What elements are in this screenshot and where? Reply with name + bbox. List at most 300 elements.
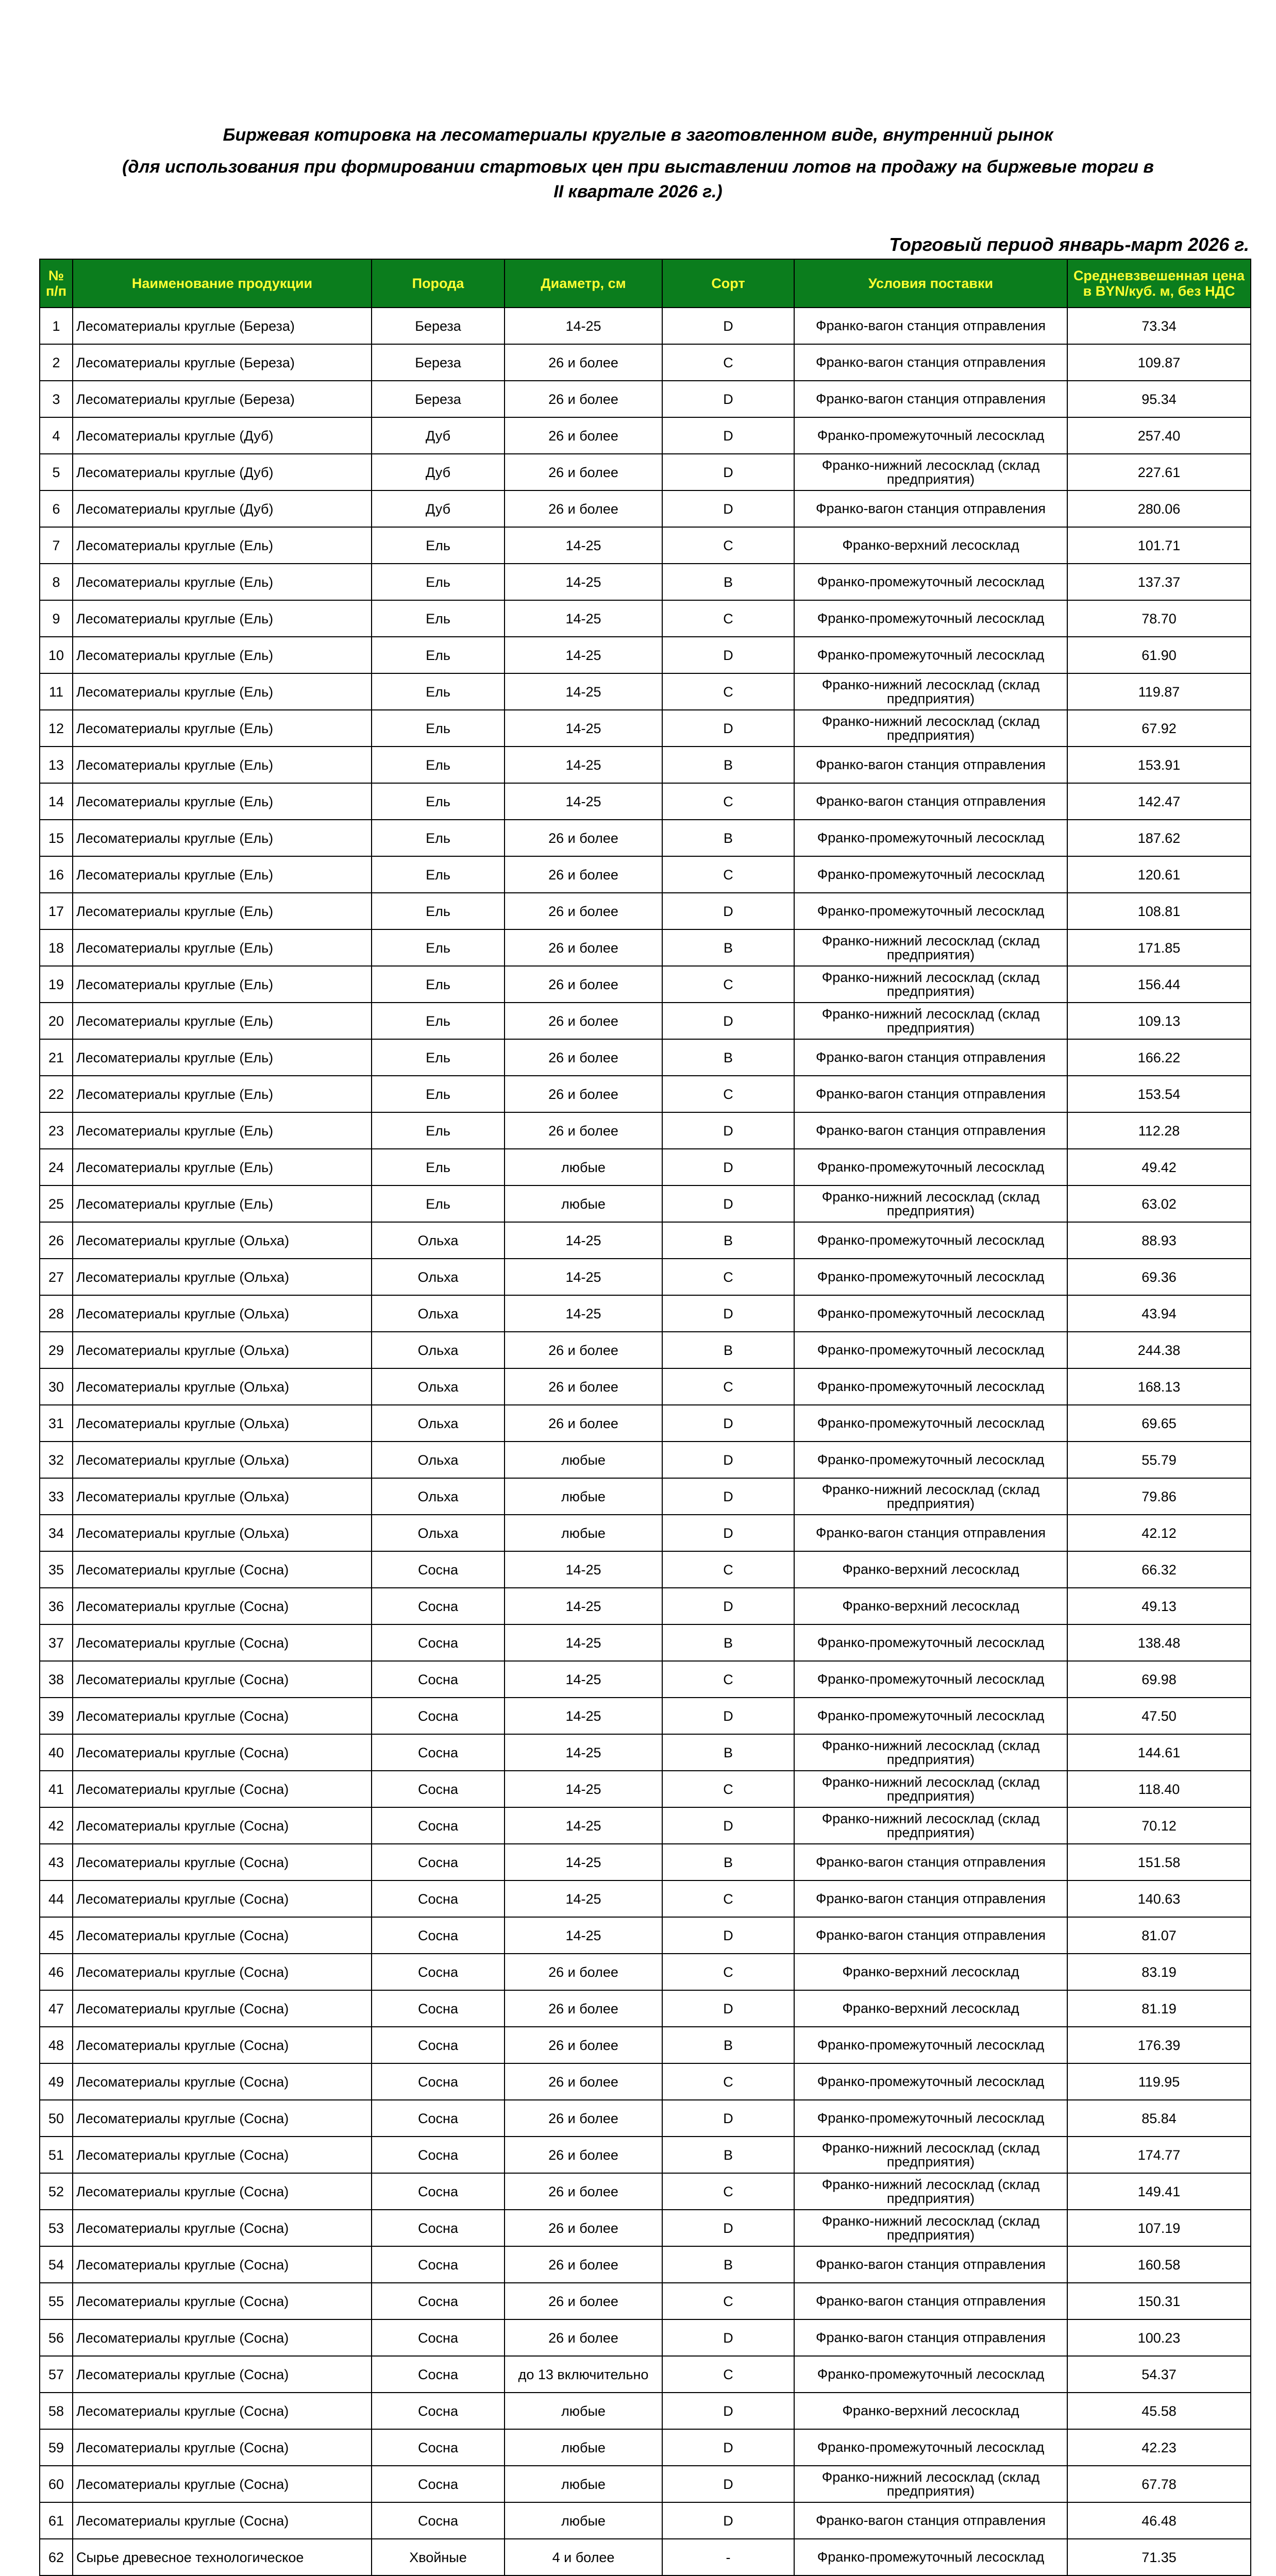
table-row xyxy=(40,1588,1251,1624)
species-cell: Ольха xyxy=(372,1478,505,1515)
row-number-cell: 57 xyxy=(40,2356,73,2393)
diameter-cell: 14-25 xyxy=(505,1880,662,1917)
table-row xyxy=(40,783,1251,820)
price-cell: 54.37 xyxy=(1067,2356,1251,2393)
row-number-cell: 30 xyxy=(40,1368,73,1405)
delivery-terms-cell: Франко-промежуточный лесосклад xyxy=(794,1368,1067,1405)
column-header-price: Средневзвешенная цена в BYN/куб. м, без НДС xyxy=(1067,259,1251,308)
delivery-terms-cell: Франко-вагон станция отправления xyxy=(794,747,1067,783)
table-row xyxy=(40,2283,1251,2319)
delivery-terms-cell: Франко-вагон станция отправления xyxy=(794,1880,1067,1917)
delivery-terms-cell: Франко-вагон станция отправления xyxy=(794,1917,1067,1954)
delivery-terms-cell: Франко-вагон станция отправления xyxy=(794,381,1067,417)
price-cell: 42.23 xyxy=(1067,2429,1251,2466)
delivery-terms-cell: Франко-нижний лесосклад (склад предприятия) xyxy=(794,1734,1067,1771)
species-cell: Ель xyxy=(372,637,505,673)
diameter-cell: 26 и более xyxy=(505,1405,662,1442)
diameter-cell: 14-25 xyxy=(505,1844,662,1880)
table-row xyxy=(40,1844,1251,1880)
delivery-terms-cell: Франко-верхний лесосклад xyxy=(794,1551,1067,1588)
delivery-terms-cell: Франко-нижний лесосклад (склад предприятия) xyxy=(794,1185,1067,1222)
species-cell: Сосна xyxy=(372,2429,505,2466)
delivery-terms-cell: Франко-вагон станция отправления xyxy=(794,1076,1067,1112)
diameter-cell: 14-25 xyxy=(505,1588,662,1624)
diameter-cell: 26 и более xyxy=(505,2283,662,2319)
diameter-cell: 26 и более xyxy=(505,454,662,490)
delivery-terms-cell: Франко-верхний лесосклад xyxy=(794,527,1067,564)
grade-cell: C xyxy=(662,1880,794,1917)
grade-cell: D xyxy=(662,2429,794,2466)
row-number-cell: 40 xyxy=(40,1734,73,1771)
product-name-cell: Лесоматериалы круглые (Ель) xyxy=(73,1185,372,1222)
price-cell: 100.23 xyxy=(1067,2319,1251,2356)
row-number-cell: 16 xyxy=(40,856,73,893)
delivery-terms-cell: Франко-вагон станция отправления xyxy=(794,308,1067,344)
row-number-cell: 47 xyxy=(40,1990,73,2027)
table-row xyxy=(40,1076,1251,1112)
delivery-terms-cell: Франко-промежуточный лесосклад xyxy=(794,2027,1067,2063)
product-name-cell: Лесоматериалы круглые (Ольха) xyxy=(73,1405,372,1442)
table-row xyxy=(40,2173,1251,2210)
row-number-cell: 11 xyxy=(40,673,73,710)
document-title: Биржевая котировка на лесоматериалы круглые в заготовленном виде, внутренний рынок xyxy=(223,125,1053,145)
product-name-cell: Лесоматериалы круглые (Сосна) xyxy=(73,1734,372,1771)
price-cell: 70.12 xyxy=(1067,1807,1251,1844)
row-number-cell: 45 xyxy=(40,1917,73,1954)
product-name-cell: Лесоматериалы круглые (Ель) xyxy=(73,747,372,783)
price-cell: 137.37 xyxy=(1067,564,1251,600)
grade-cell: C xyxy=(662,2356,794,2393)
species-cell: Сосна xyxy=(372,2173,505,2210)
document-subtitle xyxy=(62,155,1214,204)
product-name-cell: Лесоматериалы круглые (Ель) xyxy=(73,856,372,893)
delivery-terms-cell: Франко-вагон станция отправления xyxy=(794,490,1067,527)
grade-cell: B xyxy=(662,1222,794,1259)
row-number-cell: 52 xyxy=(40,2173,73,2210)
species-cell: Ель xyxy=(372,1112,505,1149)
delivery-terms-cell: Франко-промежуточный лесосклад xyxy=(794,2063,1067,2100)
diameter-cell: 14-25 xyxy=(505,637,662,673)
product-name-cell: Лесоматериалы круглые (Сосна) xyxy=(73,2027,372,2063)
grade-cell: D xyxy=(662,893,794,929)
grade-cell: C xyxy=(662,966,794,1003)
delivery-terms-cell: Франко-промежуточный лесосклад xyxy=(794,1698,1067,1734)
price-cell: 244.38 xyxy=(1067,1332,1251,1368)
grade-cell: D xyxy=(662,454,794,490)
species-cell: Сосна xyxy=(372,1588,505,1624)
product-name-cell: Лесоматериалы круглые (Ольха) xyxy=(73,1332,372,1368)
row-number-cell: 44 xyxy=(40,1880,73,1917)
row-number-cell: 60 xyxy=(40,2466,73,2502)
diameter-cell: 26 и более xyxy=(505,417,662,454)
delivery-terms-cell: Франко-нижний лесосклад (склад предприятия) xyxy=(794,2466,1067,2502)
table-row xyxy=(40,344,1251,381)
delivery-terms-cell: Франко-нижний лесосклад (склад предприятия) xyxy=(794,929,1067,966)
diameter-cell: 26 и более xyxy=(505,2100,662,2137)
product-name-cell: Лесоматериалы круглые (Сосна) xyxy=(73,2137,372,2173)
price-cell: 187.62 xyxy=(1067,820,1251,856)
grade-cell: C xyxy=(662,527,794,564)
species-cell: Сосна xyxy=(372,2246,505,2283)
grade-cell: B xyxy=(662,1624,794,1661)
table-row xyxy=(40,1551,1251,1588)
delivery-terms-cell: Франко-промежуточный лесосклад xyxy=(794,2429,1067,2466)
diameter-cell: 14-25 xyxy=(505,1807,662,1844)
row-number-cell: 43 xyxy=(40,1844,73,1880)
table-row xyxy=(40,2063,1251,2100)
grade-cell: D xyxy=(662,381,794,417)
price-cell: 49.42 xyxy=(1067,1149,1251,1185)
table-row xyxy=(40,1990,1251,2027)
grade-cell: C xyxy=(662,2283,794,2319)
product-name-cell: Лесоматериалы круглые (Ольха) xyxy=(73,1368,372,1405)
row-number-cell: 22 xyxy=(40,1076,73,1112)
grade-cell: C xyxy=(662,1954,794,1990)
grade-cell: D xyxy=(662,1917,794,1954)
diameter-cell: 14-25 xyxy=(505,527,662,564)
table-row xyxy=(40,490,1251,527)
price-cell: 69.65 xyxy=(1067,1405,1251,1442)
table-row xyxy=(40,929,1251,966)
price-cell: 81.07 xyxy=(1067,1917,1251,1954)
price-cell: 140.63 xyxy=(1067,1880,1251,1917)
species-cell: Сосна xyxy=(372,2210,505,2246)
product-name-cell: Лесоматериалы круглые (Ель) xyxy=(73,637,372,673)
product-name-cell: Лесоматериалы круглые (Сосна) xyxy=(73,2319,372,2356)
species-cell: Сосна xyxy=(372,2283,505,2319)
diameter-cell: любые xyxy=(505,2466,662,2502)
delivery-terms-cell: Франко-нижний лесосклад (склад предприятия) xyxy=(794,710,1067,747)
column-header-product: Наименование продукции xyxy=(73,259,372,308)
row-number-cell: 55 xyxy=(40,2283,73,2319)
grade-cell: C xyxy=(662,673,794,710)
price-cell: 69.36 xyxy=(1067,1259,1251,1295)
diameter-cell: 26 и более xyxy=(505,856,662,893)
diameter-cell: 26 и более xyxy=(505,490,662,527)
table-row xyxy=(40,600,1251,637)
table-row xyxy=(40,2539,1251,2575)
delivery-terms-cell: Франко-промежуточный лесосклад xyxy=(794,1442,1067,1478)
grade-cell: B xyxy=(662,1332,794,1368)
species-cell: Сосна xyxy=(372,1917,505,1954)
grade-cell: D xyxy=(662,490,794,527)
grade-cell: B xyxy=(662,2027,794,2063)
diameter-cell: любые xyxy=(505,1149,662,1185)
species-cell: Сосна xyxy=(372,1990,505,2027)
diameter-cell: 26 и более xyxy=(505,2210,662,2246)
price-cell: 168.13 xyxy=(1067,1368,1251,1405)
species-cell: Ольха xyxy=(372,1222,505,1259)
price-cell: 79.86 xyxy=(1067,1478,1251,1515)
grade-cell: D xyxy=(662,1405,794,1442)
row-number-cell: 25 xyxy=(40,1185,73,1222)
species-cell: Сосна xyxy=(372,1734,505,1771)
price-cell: 108.81 xyxy=(1067,893,1251,929)
diameter-cell: до 13 включительно xyxy=(505,2356,662,2393)
diameter-cell: 14-25 xyxy=(505,1698,662,1734)
grade-cell: C xyxy=(662,344,794,381)
table-row xyxy=(40,1149,1251,1185)
table-row xyxy=(40,1112,1251,1149)
price-cell: 109.13 xyxy=(1067,1003,1251,1039)
grade-cell: D xyxy=(662,637,794,673)
delivery-terms-cell: Франко-промежуточный лесосклад xyxy=(794,856,1067,893)
species-cell: Ель xyxy=(372,600,505,637)
product-name-cell: Лесоматериалы круглые (Ель) xyxy=(73,527,372,564)
grade-cell: C xyxy=(662,2063,794,2100)
table-row xyxy=(40,564,1251,600)
row-number-cell: 19 xyxy=(40,966,73,1003)
product-name-cell: Лесоматериалы круглые (Ель) xyxy=(73,783,372,820)
table-row xyxy=(40,1368,1251,1405)
product-name-cell: Лесоматериалы круглые (Ольха) xyxy=(73,1442,372,1478)
price-cell: 101.71 xyxy=(1067,527,1251,564)
row-number-cell: 35 xyxy=(40,1551,73,1588)
grade-cell: B xyxy=(662,747,794,783)
table-row xyxy=(40,1771,1251,1807)
diameter-cell: любые xyxy=(505,1478,662,1515)
diameter-cell: 14-25 xyxy=(505,1295,662,1332)
row-number-cell: 12 xyxy=(40,710,73,747)
diameter-cell: 26 и более xyxy=(505,2246,662,2283)
product-name-cell: Лесоматериалы круглые (Сосна) xyxy=(73,2283,372,2319)
diameter-cell: 4 и более xyxy=(505,2539,662,2575)
product-name-cell: Лесоматериалы круглые (Сосна) xyxy=(73,1954,372,1990)
table-row xyxy=(40,417,1251,454)
diameter-cell: любые xyxy=(505,2393,662,2429)
table-row xyxy=(40,673,1251,710)
delivery-terms-cell: Франко-нижний лесосклад (склад предприятия) xyxy=(794,673,1067,710)
row-number-cell: 14 xyxy=(40,783,73,820)
row-number-cell: 42 xyxy=(40,1807,73,1844)
row-number-cell: 36 xyxy=(40,1588,73,1624)
species-cell: Сосна xyxy=(372,1771,505,1807)
diameter-cell: любые xyxy=(505,2429,662,2466)
row-number-cell: 31 xyxy=(40,1405,73,1442)
row-number-cell: 54 xyxy=(40,2246,73,2283)
species-cell: Ель xyxy=(372,1003,505,1039)
price-cell: 138.48 xyxy=(1067,1624,1251,1661)
price-cell: 280.06 xyxy=(1067,490,1251,527)
row-number-cell: 32 xyxy=(40,1442,73,1478)
species-cell: Сосна xyxy=(372,1698,505,1734)
species-cell: Ольха xyxy=(372,1515,505,1551)
species-cell: Ель xyxy=(372,710,505,747)
trading-period: Торговый период январь-март 2026 г. xyxy=(889,234,1249,255)
grade-cell: D xyxy=(662,710,794,747)
row-number-cell: 39 xyxy=(40,1698,73,1734)
product-name-cell: Лесоматериалы круглые (Ель) xyxy=(73,1149,372,1185)
row-number-cell: 24 xyxy=(40,1149,73,1185)
grade-cell: C xyxy=(662,1076,794,1112)
diameter-cell: 26 и более xyxy=(505,2027,662,2063)
row-number-cell: 2 xyxy=(40,344,73,381)
table-row xyxy=(40,1003,1251,1039)
species-cell: Дуб xyxy=(372,490,505,527)
delivery-terms-cell: Франко-нижний лесосклад (склад предприятия) xyxy=(794,454,1067,490)
delivery-terms-cell: Франко-вагон станция отправления xyxy=(794,1039,1067,1076)
row-number-cell: 50 xyxy=(40,2100,73,2137)
species-cell: Ольха xyxy=(372,1405,505,1442)
product-name-cell: Лесоматериалы круглые (Сосна) xyxy=(73,1661,372,1698)
diameter-cell: 26 и более xyxy=(505,2319,662,2356)
species-cell: Ольха xyxy=(372,1368,505,1405)
grade-cell: D xyxy=(662,1003,794,1039)
diameter-cell: 14-25 xyxy=(505,747,662,783)
delivery-terms-cell: Франко-нижний лесосклад (склад предприятия) xyxy=(794,2173,1067,2210)
diameter-cell: 26 и более xyxy=(505,929,662,966)
species-cell: Сосна xyxy=(372,1880,505,1917)
delivery-terms-cell: Франко-промежуточный лесосклад xyxy=(794,1259,1067,1295)
species-cell: Сосна xyxy=(372,1661,505,1698)
delivery-terms-cell: Франко-нижний лесосклад (склад предприятия) xyxy=(794,1771,1067,1807)
diameter-cell: 26 и более xyxy=(505,1954,662,1990)
product-name-cell: Лесоматериалы круглые (Дуб) xyxy=(73,417,372,454)
product-name-cell: Лесоматериалы круглые (Береза) xyxy=(73,308,372,344)
species-cell: Ель xyxy=(372,820,505,856)
diameter-cell: любые xyxy=(505,2502,662,2539)
delivery-terms-cell: Франко-промежуточный лесосклад xyxy=(794,2100,1067,2137)
grade-cell: C xyxy=(662,1368,794,1405)
price-cell: 85.84 xyxy=(1067,2100,1251,2137)
price-cell: 63.02 xyxy=(1067,1185,1251,1222)
product-name-cell: Лесоматериалы круглые (Ель) xyxy=(73,710,372,747)
diameter-cell: 14-25 xyxy=(505,1661,662,1698)
diameter-cell: 26 и более xyxy=(505,1368,662,1405)
row-number-cell: 18 xyxy=(40,929,73,966)
table-row xyxy=(40,637,1251,673)
row-number-cell: 59 xyxy=(40,2429,73,2466)
price-cell: 153.54 xyxy=(1067,1076,1251,1112)
species-cell: Береза xyxy=(372,344,505,381)
price-cell: 95.34 xyxy=(1067,381,1251,417)
diameter-cell: 26 и более xyxy=(505,893,662,929)
table-row xyxy=(40,1295,1251,1332)
column-header-delivery: Условия поставки xyxy=(794,259,1067,308)
product-name-cell: Лесоматериалы круглые (Сосна) xyxy=(73,2393,372,2429)
price-cell: 78.70 xyxy=(1067,600,1251,637)
product-name-cell: Лесоматериалы круглые (Ель) xyxy=(73,564,372,600)
species-cell: Ель xyxy=(372,1185,505,1222)
subtitle-line-1: (для использования при формировании стартовых цен при выставлении лотов на продажу на биржевые торги в xyxy=(122,157,1154,177)
grade-cell: D xyxy=(662,2393,794,2429)
row-number-cell: 38 xyxy=(40,1661,73,1698)
grade-cell: C xyxy=(662,1771,794,1807)
delivery-terms-cell: Франко-нижний лесосклад (склад предприятия) xyxy=(794,2210,1067,2246)
product-name-cell: Лесоматериалы круглые (Дуб) xyxy=(73,454,372,490)
price-cell: 66.32 xyxy=(1067,1551,1251,1588)
delivery-terms-cell: Франко-промежуточный лесосклад xyxy=(794,1405,1067,1442)
price-cell: 71.35 xyxy=(1067,2539,1251,2575)
product-name-cell: Лесоматериалы круглые (Ель) xyxy=(73,1003,372,1039)
species-cell: Сосна xyxy=(372,2100,505,2137)
grade-cell: D xyxy=(662,1515,794,1551)
product-name-cell: Лесоматериалы круглые (Ель) xyxy=(73,929,372,966)
row-number-cell: 62 xyxy=(40,2539,73,2575)
row-number-cell: 7 xyxy=(40,527,73,564)
diameter-cell: 26 и более xyxy=(505,2137,662,2173)
quotation-table xyxy=(39,259,1251,2576)
table-row xyxy=(40,1624,1251,1661)
price-cell: 156.44 xyxy=(1067,966,1251,1003)
species-cell: Сосна xyxy=(372,1844,505,1880)
grade-cell: D xyxy=(662,2502,794,2539)
price-cell: 45.58 xyxy=(1067,2393,1251,2429)
price-cell: 69.98 xyxy=(1067,1661,1251,1698)
price-cell: 153.91 xyxy=(1067,747,1251,783)
table-row xyxy=(40,747,1251,783)
table-row xyxy=(40,2429,1251,2466)
table-row xyxy=(40,2319,1251,2356)
price-cell: 150.31 xyxy=(1067,2283,1251,2319)
price-cell: 42.12 xyxy=(1067,1515,1251,1551)
grade-cell: - xyxy=(662,2539,794,2575)
table-row xyxy=(40,1442,1251,1478)
table-row xyxy=(40,2356,1251,2393)
price-cell: 227.61 xyxy=(1067,454,1251,490)
table-header-row xyxy=(40,259,1251,308)
product-name-cell: Лесоматериалы круглые (Ольха) xyxy=(73,1478,372,1515)
diameter-cell: 26 и более xyxy=(505,2063,662,2100)
diameter-cell: 26 и более xyxy=(505,381,662,417)
price-cell: 120.61 xyxy=(1067,856,1251,893)
species-cell: Сосна xyxy=(372,2137,505,2173)
species-cell: Сосна xyxy=(372,1954,505,1990)
row-number-cell: 41 xyxy=(40,1771,73,1807)
table-row xyxy=(40,1734,1251,1771)
row-number-cell: 4 xyxy=(40,417,73,454)
table-row xyxy=(40,454,1251,490)
row-number-cell: 21 xyxy=(40,1039,73,1076)
price-cell: 112.28 xyxy=(1067,1112,1251,1149)
species-cell: Ольха xyxy=(372,1442,505,1478)
diameter-cell: 26 и более xyxy=(505,2173,662,2210)
diameter-cell: 26 и более xyxy=(505,1990,662,2027)
row-number-cell: 58 xyxy=(40,2393,73,2429)
column-header-diameter: Диаметр, см xyxy=(505,259,662,308)
price-cell: 47.50 xyxy=(1067,1698,1251,1734)
delivery-terms-cell: Франко-промежуточный лесосклад xyxy=(794,600,1067,637)
delivery-terms-cell: Франко-промежуточный лесосклад xyxy=(794,564,1067,600)
species-cell: Ель xyxy=(372,1076,505,1112)
product-name-cell: Лесоматериалы круглые (Ель) xyxy=(73,1076,372,1112)
row-number-cell: 26 xyxy=(40,1222,73,1259)
species-cell: Сосна xyxy=(372,2319,505,2356)
table-row xyxy=(40,1332,1251,1368)
table-row xyxy=(40,1222,1251,1259)
grade-cell: C xyxy=(662,783,794,820)
delivery-terms-cell: Франко-нижний лесосклад (склад предприятия) xyxy=(794,966,1067,1003)
table-row xyxy=(40,2393,1251,2429)
grade-cell: D xyxy=(662,308,794,344)
table-row xyxy=(40,2502,1251,2539)
grade-cell: D xyxy=(662,2210,794,2246)
product-name-cell: Лесоматериалы круглые (Ель) xyxy=(73,1112,372,1149)
column-header-grade: Сорт xyxy=(662,259,794,308)
product-name-cell: Лесоматериалы круглые (Сосна) xyxy=(73,1588,372,1624)
row-number-cell: 9 xyxy=(40,600,73,637)
grade-cell: B xyxy=(662,929,794,966)
grade-cell: B xyxy=(662,1844,794,1880)
price-cell: 171.85 xyxy=(1067,929,1251,966)
table-row xyxy=(40,2210,1251,2246)
delivery-terms-cell: Франко-вагон станция отправления xyxy=(794,783,1067,820)
grade-cell: B xyxy=(662,564,794,600)
table-row xyxy=(40,966,1251,1003)
grade-cell: D xyxy=(662,2319,794,2356)
diameter-cell: 14-25 xyxy=(505,1771,662,1807)
product-name-cell: Лесоматериалы круглые (Сосна) xyxy=(73,1880,372,1917)
